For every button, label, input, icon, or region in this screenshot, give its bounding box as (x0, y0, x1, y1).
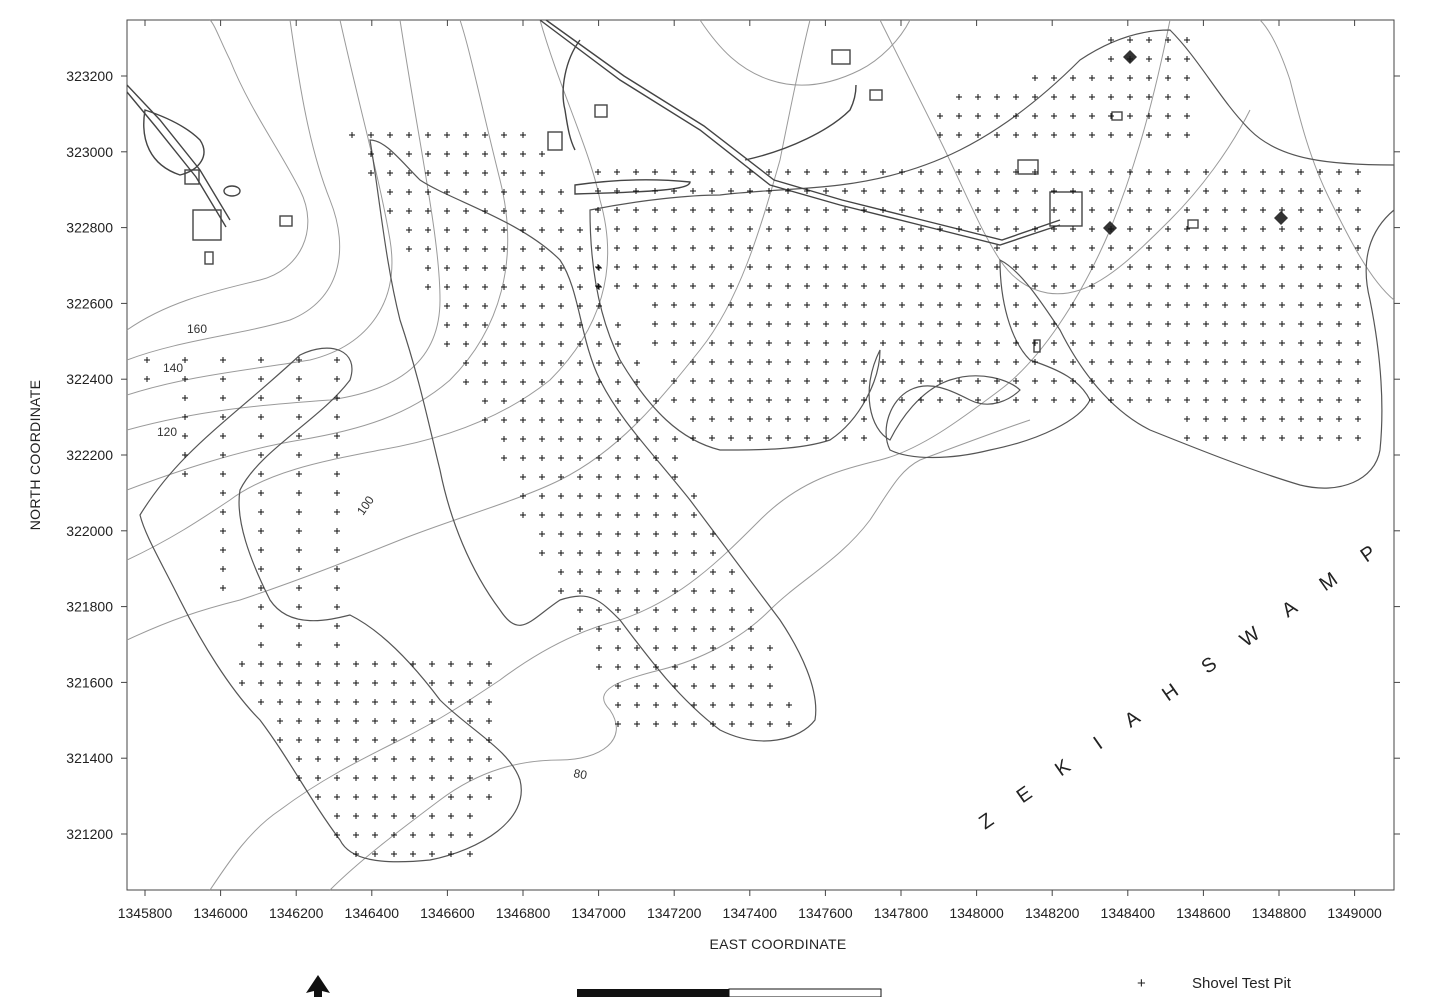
x-tick-label: 1348000 (949, 905, 1004, 921)
x-tick-label: 1346000 (193, 905, 248, 921)
x-tick-label: 1348800 (1251, 905, 1307, 921)
x-tick-label: 1347000 (571, 905, 626, 921)
x-tick-label: 1347400 (722, 905, 778, 921)
x-tick-label: 1348400 (1100, 905, 1156, 921)
y-tick-label: 322400 (66, 371, 113, 388)
north-arrow-icon (306, 975, 330, 997)
y-tick-label: 322800 (66, 219, 113, 236)
y-tick-label: 321600 (66, 674, 113, 691)
y-tick-label: 322600 (66, 295, 113, 312)
legend (1137, 975, 1292, 992)
x-tick-label: 1346200 (268, 905, 324, 921)
zekiah-swamp-label: Z E K I A H S W A M P (975, 533, 1392, 835)
y-axis-title: NORTH COORDINATE (27, 379, 43, 531)
contour-label-120: 120 (157, 425, 178, 439)
legend-pit-symbol: + (1137, 975, 1146, 992)
contour-label-160: 160 (187, 322, 208, 336)
y-tick-label: 322000 (66, 522, 113, 539)
y-tick-label: 321800 (66, 598, 113, 615)
x-tick-label: 1346400 (344, 905, 400, 921)
x-tick-label: 1347600 (798, 905, 853, 921)
x-tick-label: 1345800 (117, 905, 173, 921)
x-tick-label: 1349000 (1327, 905, 1382, 921)
legend-pit-label: Shovel Test Pit (1192, 975, 1291, 992)
x-tick-label: 1348200 (1024, 905, 1080, 921)
contour-label-80: 80 (572, 766, 589, 783)
x-tick-label: 1347800 (873, 905, 929, 921)
x-axis-title: EAST COORDINATE (709, 936, 847, 952)
contour-label-100: 100 (353, 493, 377, 518)
y-tick-label: 323000 (66, 143, 113, 160)
y-tick-label: 321200 (66, 826, 113, 842)
y-tick-label: 321400 (66, 750, 113, 767)
scale-bar (577, 989, 881, 997)
x-tick-label: 1347200 (646, 905, 702, 921)
x-tick-label: 1346600 (420, 905, 475, 921)
y-tick-label: 323200 (66, 68, 113, 84)
x-tick-label: 1348600 (1176, 905, 1231, 921)
x-tick-label: 1346800 (495, 905, 551, 921)
contour-label-140: 140 (163, 361, 184, 375)
y-tick-label: 322200 (66, 447, 113, 463)
